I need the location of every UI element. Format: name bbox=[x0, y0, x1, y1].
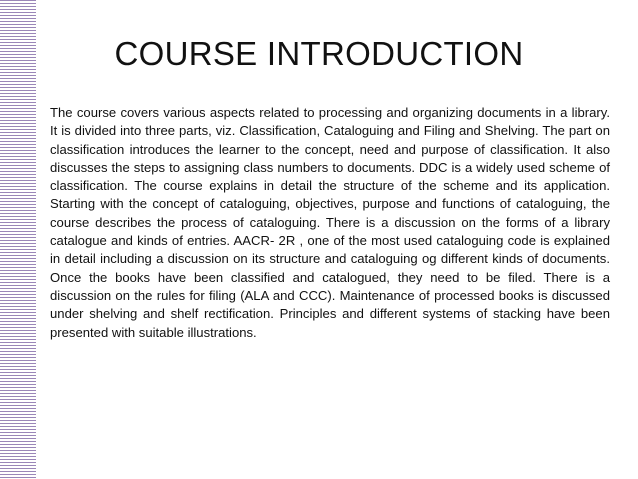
slide-body-text: The course covers various aspects related to processing and organizing documents in a library. It is divided into three parts, viz. Classification, Cataloguing and Filing and Shelving. The part on classification introduces the learner to the concept, need and purpose of classification. It also discusses the steps to assigning class numbers to documents. DDC is a widely used scheme of classification. The course explains in detail the structure of the scheme and its application. Starting with the concept of cataloguing, objectives, purpose and functions of cataloguing, the course describes the process of cataloguing. There is a discussion on the forms of a library catalogue and kinds of entries. AACR- 2R , one of the most used cataloguing code is explained in detail including a discussion on its structure and cataloguing og different kinds of documents. Once the books have been classified and catalogued, they need to be filed. There is a discussion on the rules for filing (ALA and CCC). Maintenance of processed books is discussed under shelving and shelf rectification. Principles and different systems of stacking have been presented with suitable illustrations. bbox=[50, 105, 610, 340]
decorative-stripe-bar bbox=[0, 0, 36, 479]
slide-title: COURSE INTRODUCTION bbox=[114, 35, 524, 72]
